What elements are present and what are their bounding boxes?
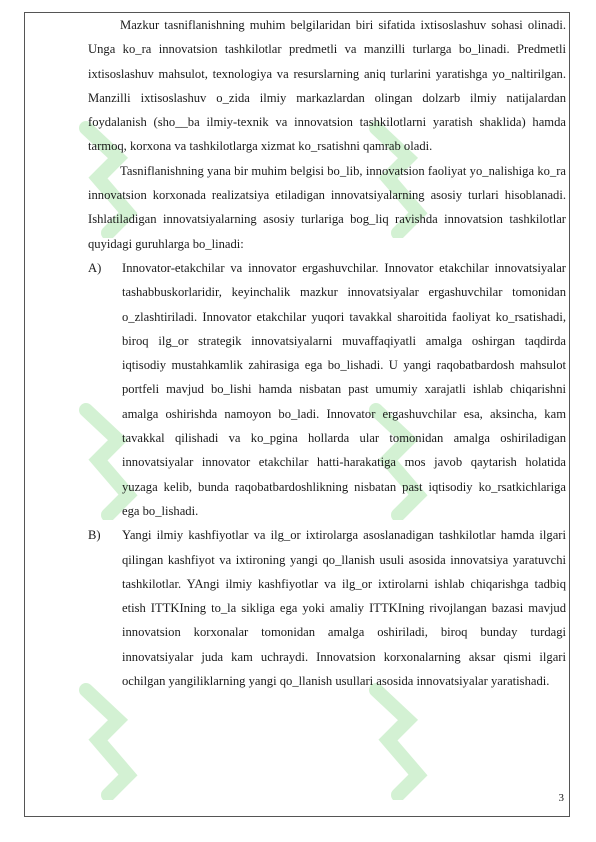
list-item-text: Yangi ilmiy kashfiyotlar va ilg_or ixtirolarga asoslanadigan tashkilotlar hamda ilgari qilingan kashfiyot va ixtironing yangi qo_llanish usuli asosida innovatsiya yaratuvchi tashkilotlar. YAngi ilmiy kashfiyotlar va ilg_or ixtirolarni ishlab chiqarishga tadbiq etish ITTKIning to_la sikliga ega yoki amaliy ITTKIning rivojlangan bazasi mavjud innovatsion korxonalar tomonidan amalga oshiriladi, biroq bunday turdagi innovatsiyalar juda kam uchraydi. Innovatsion korxonalarning aksar qismi ilgari ochilgan yangiliklarning yangi qo_llanish usullari asosida innovatsiyalar yaratishadi. <box>122 528 566 689</box>
list-item <box>88 523 566 693</box>
watermark-logo-icon <box>368 680 430 800</box>
list-item <box>88 256 566 523</box>
watermark-logo-icon <box>78 680 140 800</box>
paragraph-classification: Tasniflanishning yana bir muhim belgisi bo_lib, innovatsion faoliyat yo_nalishiga ko_ra innovatsion korxonada realizatsiya etiladigan innovatsiyalarning asosiy turlari hisoblanadi. Ishlatiladigan innovatsiyalarning asosiy turlariga bog_liq ravishda innovatsion tashkilotlar quyidagi guruhlarga bo_linadi: <box>88 163 566 251</box>
list-marker: B) <box>88 528 101 543</box>
list-item-text: Innovator-etakchilar va innovator ergashuvchilar. Innovator etakchilar innovatsiyalar tashabbuskorlaridir, keyinchalik mazkur innovatsiyalar ergashuvchilar tomonidan o_zlashtiriladi. Innovator etakchilar yuqori tavakkal sharoitida faoliyat ko_rsatishadi, biroq ilg_or strategik innovatsiyalarni muvaffaqiyatli amalga oshirgan taqdirda iqtisodiy mustahkamlik zahirasiga ega bo_lishadi. U yangi raqobatbardosh mahsulot portfeli mavjud bo_lishi hamda nisbatan past umumiy xarajatli ishlab chiqarishni amalga oshirishda namoyon bo_ladi. Innovator ergashuvchilar esa, aksincha, kam tavakkal qilishadi va ko_pgina hollarda ular tomonidan amalga oshiriladigan innovatsiyalar innovator etakchilar hatti-harakatiga mos javob qaytarish holatida yuzaga kelib, bunda raqobatbardoshlikning nisbatan past iqtisodiy ko_rsatkichlariga ega bo_lishadi. <box>122 260 566 518</box>
list-marker: A) <box>88 260 102 275</box>
page-number: 3 <box>558 792 564 804</box>
paragraph-specialization: Mazkur tasniflanishning muhim belgilaridan biri sifatida ixtisoslashuv sohasi olinadi. Unga ko_ra innovatsion tashkilotlar predmetli va manzilli turlarga bo_linadi. Predmetli ixtisoslashuv mahsulot, texnologiya va resurslarning aniq turlarini yaratishga yo_naltirilgan. Manzilli ixtisoslashuv o_zida ilmiy markazlardan olingan dolzarb ilmiy natijalardan foydalanish (sho__ba ilmiy-texnik va innovatsion tashkilotlarni yaratish shaklida) hamda tarmoq, korxona va tashkilotlarga xizmat ko_rsatishni qamrab oladi. <box>88 18 566 154</box>
body-text <box>88 13 566 693</box>
